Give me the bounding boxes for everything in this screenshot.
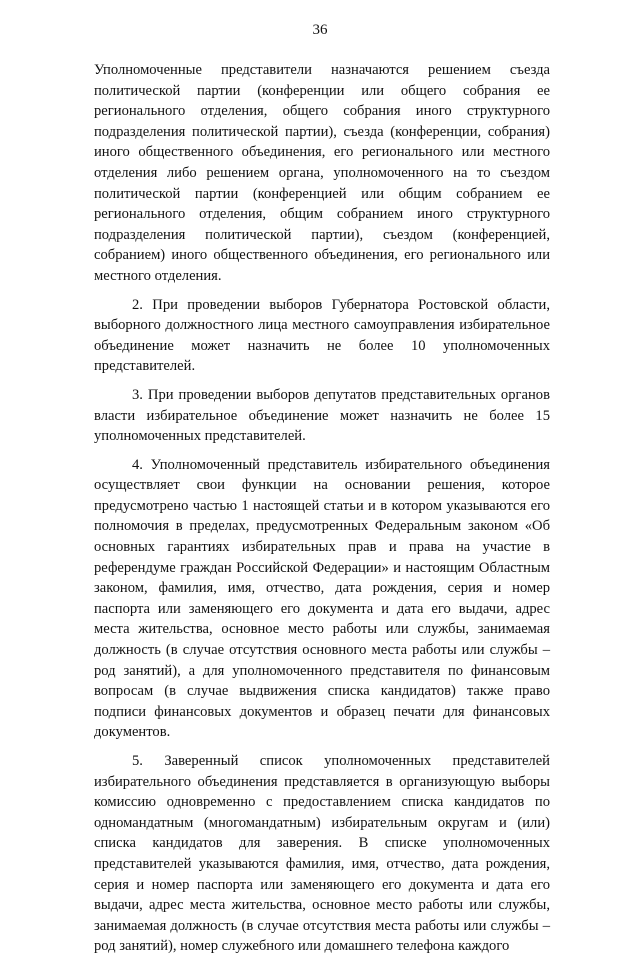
paragraph-5: 5. Заверенный список уполномоченных представителей избирательного объединения представляется в организующую выборы комиссию одновременно с предоставлением списка кандидатов по одномандатным (многомандатным) избирательным округам и (или) списка кандидатов для заверения. В списке уполномоченных представителей указываются фамилия, имя, отчество, дата рождения, серия и номер паспорта или заменяющего его документа и дата его выдачи, адрес места жительства, основное место работы или службы, занимаемая должность (в случае отсутствия места работы или службы – род занятий), номер служебного или домашнего телефона каждого (94, 753, 550, 955)
document-body (94, 60, 550, 965)
page-number: 36 (312, 22, 328, 38)
paragraph-4: 4. Уполномоченный представитель избирательного объединения осуществляет свои функции на основании решения, которое предусмотрено частью 1 настоящей статьи и в котором указываются его полномочия в пределах, предусмотренных Федеральным законом «Об основных гарантиях избирательных прав и права на участие в референдуме граждан Российской Федерации» и настоящим Областным законом, фамилия, имя, отчество, дата рождения, серия и номер паспорта или заменяющего его документа и дата его выдачи, адрес места жительства, основное место работы или службы, занимаемая должность (в случае отсутствия основного места работы или службы – род занятий), а для уполномоченного представителя по финансовым вопросам (в случае выдвижения списка кандидатов) также право подписи финансовых документов и образец печати для финансовых документов. (94, 456, 550, 741)
paragraph-2: 2. При проведении выборов Губернатора Ростовской области, выборного должностного лица местного самоуправления избирательное объединение может назначить не более 10 уполномоченных представителей. (94, 296, 550, 375)
paragraph-continuation: Уполномоченные представители назначаются решением съезда политической партии (конференции или общего собрания ее регионального отделения, общего собрания иного структурного подразделения политической партии), съезда (конференции, собрания) иного общественного объединения, его регионального или местного отделения либо решением органа, уполномоченного на то съездом политической партии (конференцией или общим собранием ее регионального отделения, общим собранием иного структурного подразделения политической партии), съездом (конференцией, собранием) иного общественного объединения, его регионального или местного отделения. (94, 62, 550, 284)
paragraph-3: 3. При проведении выборов депутатов представительных органов власти избирательное объединение может назначить не более 15 уполномоченных представителей. (94, 386, 550, 445)
